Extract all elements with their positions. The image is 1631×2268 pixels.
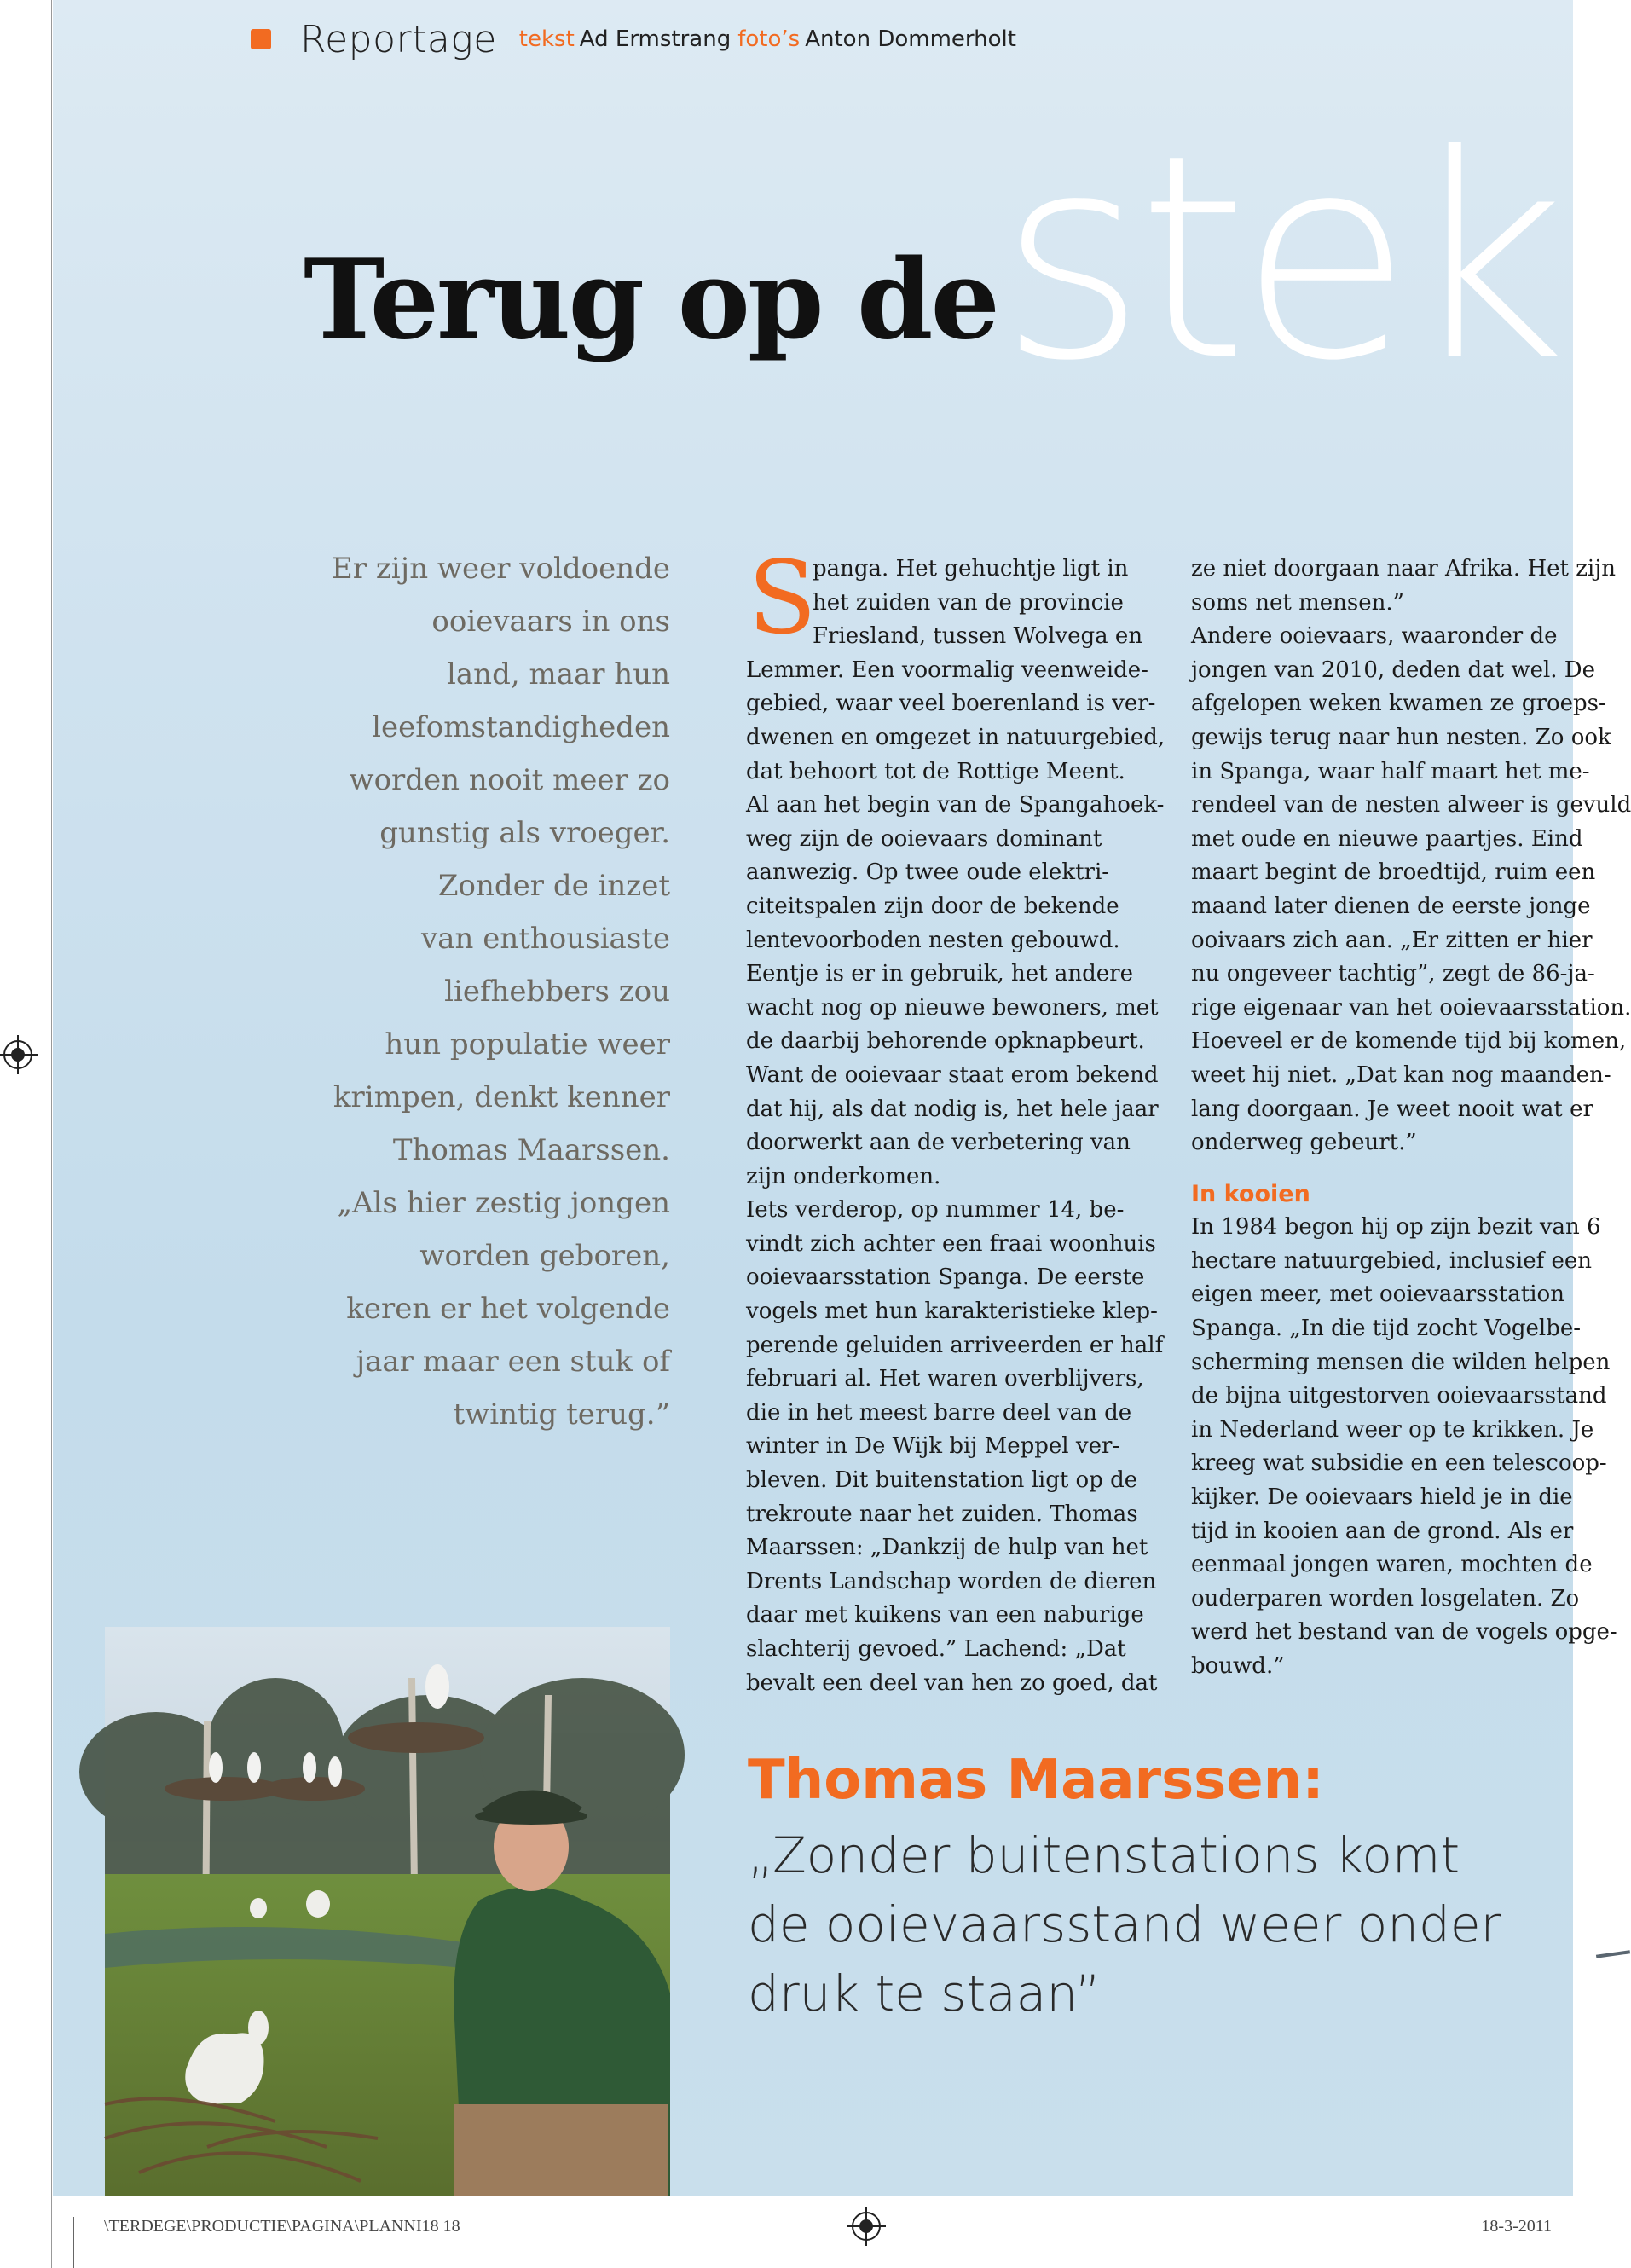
body-line: In 1984 begon hij op zijn bezit van 6 bbox=[1191, 1214, 1601, 1241]
body-column-2-part-1 bbox=[1191, 553, 1631, 1160]
author-name: Ad Ermstrang bbox=[579, 26, 732, 52]
body-line: bevalt een deel van hen zo goed, dat bbox=[746, 1669, 1158, 1696]
body-line: in Spanga, waar half maart het me- bbox=[1191, 758, 1590, 784]
intro-line: van enthousiaste bbox=[421, 922, 670, 956]
body-line: ouderparen worden losgelaten. Zo bbox=[1191, 1585, 1580, 1611]
body-line: slachterij gevoed.” Lachend: „Dat bbox=[746, 1636, 1126, 1662]
body-line: citeitspalen zijn door de bekende bbox=[746, 893, 1119, 919]
body-line: Hoeveel er de komende tijd bij komen, bbox=[1191, 1028, 1627, 1055]
intro-line: Zonder de inzet bbox=[437, 869, 670, 903]
body-line: de bijna uitgestorven ooievaarsstand bbox=[1191, 1383, 1607, 1409]
body-line: kijker. De ooievaars hield je in die bbox=[1191, 1484, 1573, 1511]
intro-line: liefhebbers zou bbox=[444, 975, 670, 1009]
intro-line: worden geboren, bbox=[419, 1239, 670, 1273]
body-line: daar met kuikens van een naburige bbox=[746, 1602, 1144, 1629]
body-line: wacht nog op nieuwe bewoners, met bbox=[746, 994, 1159, 1021]
intro-line: „Als hier zestig jongen bbox=[337, 1186, 670, 1220]
body-line: aanwezig. Op twee oude elektri- bbox=[746, 859, 1110, 886]
body-line: Andere ooievaars, waaronder de bbox=[1191, 623, 1558, 650]
body-column-2 bbox=[1191, 553, 1631, 1684]
photo-illustration bbox=[105, 1627, 670, 2196]
body-line: onderweg gebeurt.” bbox=[1191, 1130, 1417, 1156]
body-line: gewijs terug naar hun nesten. Zo ook bbox=[1191, 724, 1611, 750]
body-line: met oude en nieuwe paartjes. Eind bbox=[1191, 825, 1583, 852]
body-line: Lemmer. Een voormalig veenweide- bbox=[746, 657, 1148, 683]
body-line: die in het meest barre deel van de bbox=[746, 1399, 1132, 1426]
body-line: zijn onderkomen. bbox=[746, 1163, 941, 1189]
pullquote-name: Thomas Maarssen: bbox=[748, 1749, 1324, 1812]
crop-mark bbox=[73, 2217, 74, 2268]
body-line: Drents Landschap worden de dieren bbox=[746, 1568, 1157, 1594]
body-line: gebied, waar veel boerenland is ver- bbox=[746, 691, 1156, 717]
body-line: werd het bestand van de vogels opge- bbox=[1191, 1619, 1617, 1646]
photographer-name: Anton Dommerholt bbox=[805, 26, 1016, 52]
text-credit-label: tekst bbox=[518, 26, 575, 52]
body-line: perende geluiden arriveerden er half bbox=[746, 1332, 1164, 1358]
pullquote-text bbox=[748, 1821, 1600, 2028]
photo-detail-wire bbox=[1596, 1950, 1630, 1958]
body-line: eenmaal jongen waren, mochten de bbox=[1191, 1552, 1593, 1578]
intro-line: land, maar hun bbox=[447, 657, 670, 691]
footer-date: 18-3-2011 bbox=[1481, 2217, 1552, 2236]
body-line: in Nederland weer op te krikken. Je bbox=[1191, 1416, 1594, 1443]
body-line: soms net mensen.” bbox=[1191, 589, 1404, 616]
body-line: het zuiden van de provincie bbox=[813, 589, 1124, 616]
intro-lede bbox=[309, 542, 670, 1441]
kicker-bar bbox=[251, 14, 1023, 65]
body-line: rendeel van de nesten alweer is gevuld bbox=[1191, 792, 1631, 819]
body-line: weet hij niet. „Dat kan nog maanden- bbox=[1191, 1062, 1611, 1088]
pullquote-line: druk te staan” bbox=[748, 1964, 1101, 2022]
body-line: dat hij, als dat nodig is, het hele jaar bbox=[746, 1096, 1159, 1122]
body-line: vogels met hun karakteristieke klep- bbox=[746, 1299, 1158, 1325]
body-line: winter in De Wijk bij Meppel ver- bbox=[746, 1433, 1120, 1460]
footer-file-path: \TERDEGE\PRODUCTIE\PAGINA\PLANNI18 18 bbox=[104, 2217, 460, 2236]
left-margin-line bbox=[51, 0, 52, 2268]
body-column-2-part-2 bbox=[1191, 1211, 1617, 1683]
body-line: jongen van 2010, deden dat wel. De bbox=[1191, 657, 1596, 683]
body-line: dat behoort tot de Rottige Meent. bbox=[746, 758, 1125, 784]
photo-credit-label: foto’s bbox=[737, 26, 801, 52]
body-line: februari al. Het waren overblijvers, bbox=[746, 1366, 1144, 1392]
body-line: Friesland, tussen Wolvega en bbox=[813, 623, 1143, 650]
body-line: Iets verderop, op nummer 14, be- bbox=[746, 1197, 1125, 1224]
magazine-page bbox=[53, 0, 1631, 2196]
subheading: In kooien bbox=[1191, 1180, 1310, 1207]
body-line: de daarbij behorende opknapbeurt. bbox=[746, 1028, 1145, 1055]
page-title: Terug op de bbox=[304, 236, 998, 364]
body-line: vindt zich achter een fraai woonhuis bbox=[746, 1230, 1156, 1257]
pullquote-line: „Zonder buitenstations komt bbox=[748, 1826, 1460, 1884]
body-line: weg zijn de ooievaars dominant bbox=[746, 825, 1102, 852]
body-line: lang doorgaan. Je weet nooit wat er bbox=[1191, 1096, 1593, 1122]
body-line: eigen meer, met ooievaarsstation bbox=[1191, 1282, 1564, 1308]
body-line: dwenen en omgezet in natuurgebied, bbox=[746, 724, 1165, 750]
intro-line: twintig terug.” bbox=[453, 1397, 670, 1432]
section-marker-icon bbox=[251, 29, 271, 49]
pullquote-line: de ooievaarsstand weer onder bbox=[748, 1895, 1501, 1953]
section-label: Reportage bbox=[300, 17, 497, 61]
body-line: Maarssen: „Dankzij de hulp van het bbox=[746, 1535, 1148, 1561]
body-column-1 bbox=[746, 553, 1165, 1700]
intro-line: jaar maar een stuk of bbox=[356, 1345, 670, 1379]
body-line: doorwerkt aan de verbetering van bbox=[746, 1130, 1131, 1156]
body-line: Al aan het begin van de Spangahoek- bbox=[746, 792, 1165, 819]
intro-line: keren er het volgende bbox=[346, 1292, 670, 1326]
registration-mark-icon bbox=[852, 2212, 881, 2241]
body-line: kreeg wat subsidie en een telescoop- bbox=[1191, 1450, 1607, 1477]
body-line: panga. Het gehuchtje ligt in bbox=[813, 556, 1129, 581]
intro-line: Thomas Maarssen. bbox=[392, 1133, 670, 1167]
intro-line: krimpen, denkt kenner bbox=[333, 1080, 670, 1114]
body-line: scherming mensen die wilden helpen bbox=[1191, 1349, 1611, 1375]
body-line: bouwd.” bbox=[1191, 1653, 1285, 1679]
intro-line: Er zijn weer voldoende bbox=[331, 552, 670, 586]
body-line: bleven. Dit buitenstation ligt op de bbox=[746, 1467, 1138, 1494]
registration-mark-icon bbox=[3, 1040, 32, 1069]
body-line: Spanga. „In die tijd zocht Vogelbe- bbox=[1191, 1316, 1582, 1342]
body-line: nu ongeveer tachtig”, zegt de 86-ja- bbox=[1191, 961, 1595, 987]
body-line: rige eigenaar van het ooievaarsstation. bbox=[1191, 994, 1631, 1021]
body-line: ooievaarsstation Spanga. De eerste bbox=[746, 1264, 1145, 1291]
body-line: tijd in kooien aan de grond. Als er bbox=[1191, 1518, 1574, 1544]
body-line: maart begint de broedtijd, ruim een bbox=[1191, 859, 1596, 886]
body-line: Eentje is er in gebruik, het andere bbox=[746, 961, 1133, 987]
body-line: Want de ooievaar staat erom bekend bbox=[746, 1062, 1159, 1088]
drop-cap: S bbox=[748, 539, 817, 657]
body-line: trekroute naar het zuiden. Thomas bbox=[746, 1501, 1138, 1527]
intro-line: leefomstandigheden bbox=[372, 710, 670, 744]
intro-line: worden nooit meer zo bbox=[349, 763, 670, 797]
intro-line: hun populatie weer bbox=[385, 1027, 670, 1062]
body-line: afgelopen weken kwamen ze groeps- bbox=[1191, 691, 1606, 717]
title-accent: stek bbox=[999, 95, 1559, 422]
body-line: maand later dienen de eerste jonge bbox=[1191, 893, 1591, 919]
intro-line: ooievaars in ons bbox=[431, 605, 670, 639]
portrait-photo bbox=[105, 1627, 670, 2196]
body-line: ooivaars zich aan. „Er zitten er hier bbox=[1191, 927, 1593, 953]
body-line: hectare natuurgebied, inclusief een bbox=[1191, 1247, 1593, 1274]
intro-line: gunstig als vroeger. bbox=[379, 816, 670, 850]
body-line: ze niet doorgaan naar Afrika. Het zijn bbox=[1191, 556, 1617, 581]
body-line: lentevoorboden nesten gebouwd. bbox=[746, 927, 1120, 953]
